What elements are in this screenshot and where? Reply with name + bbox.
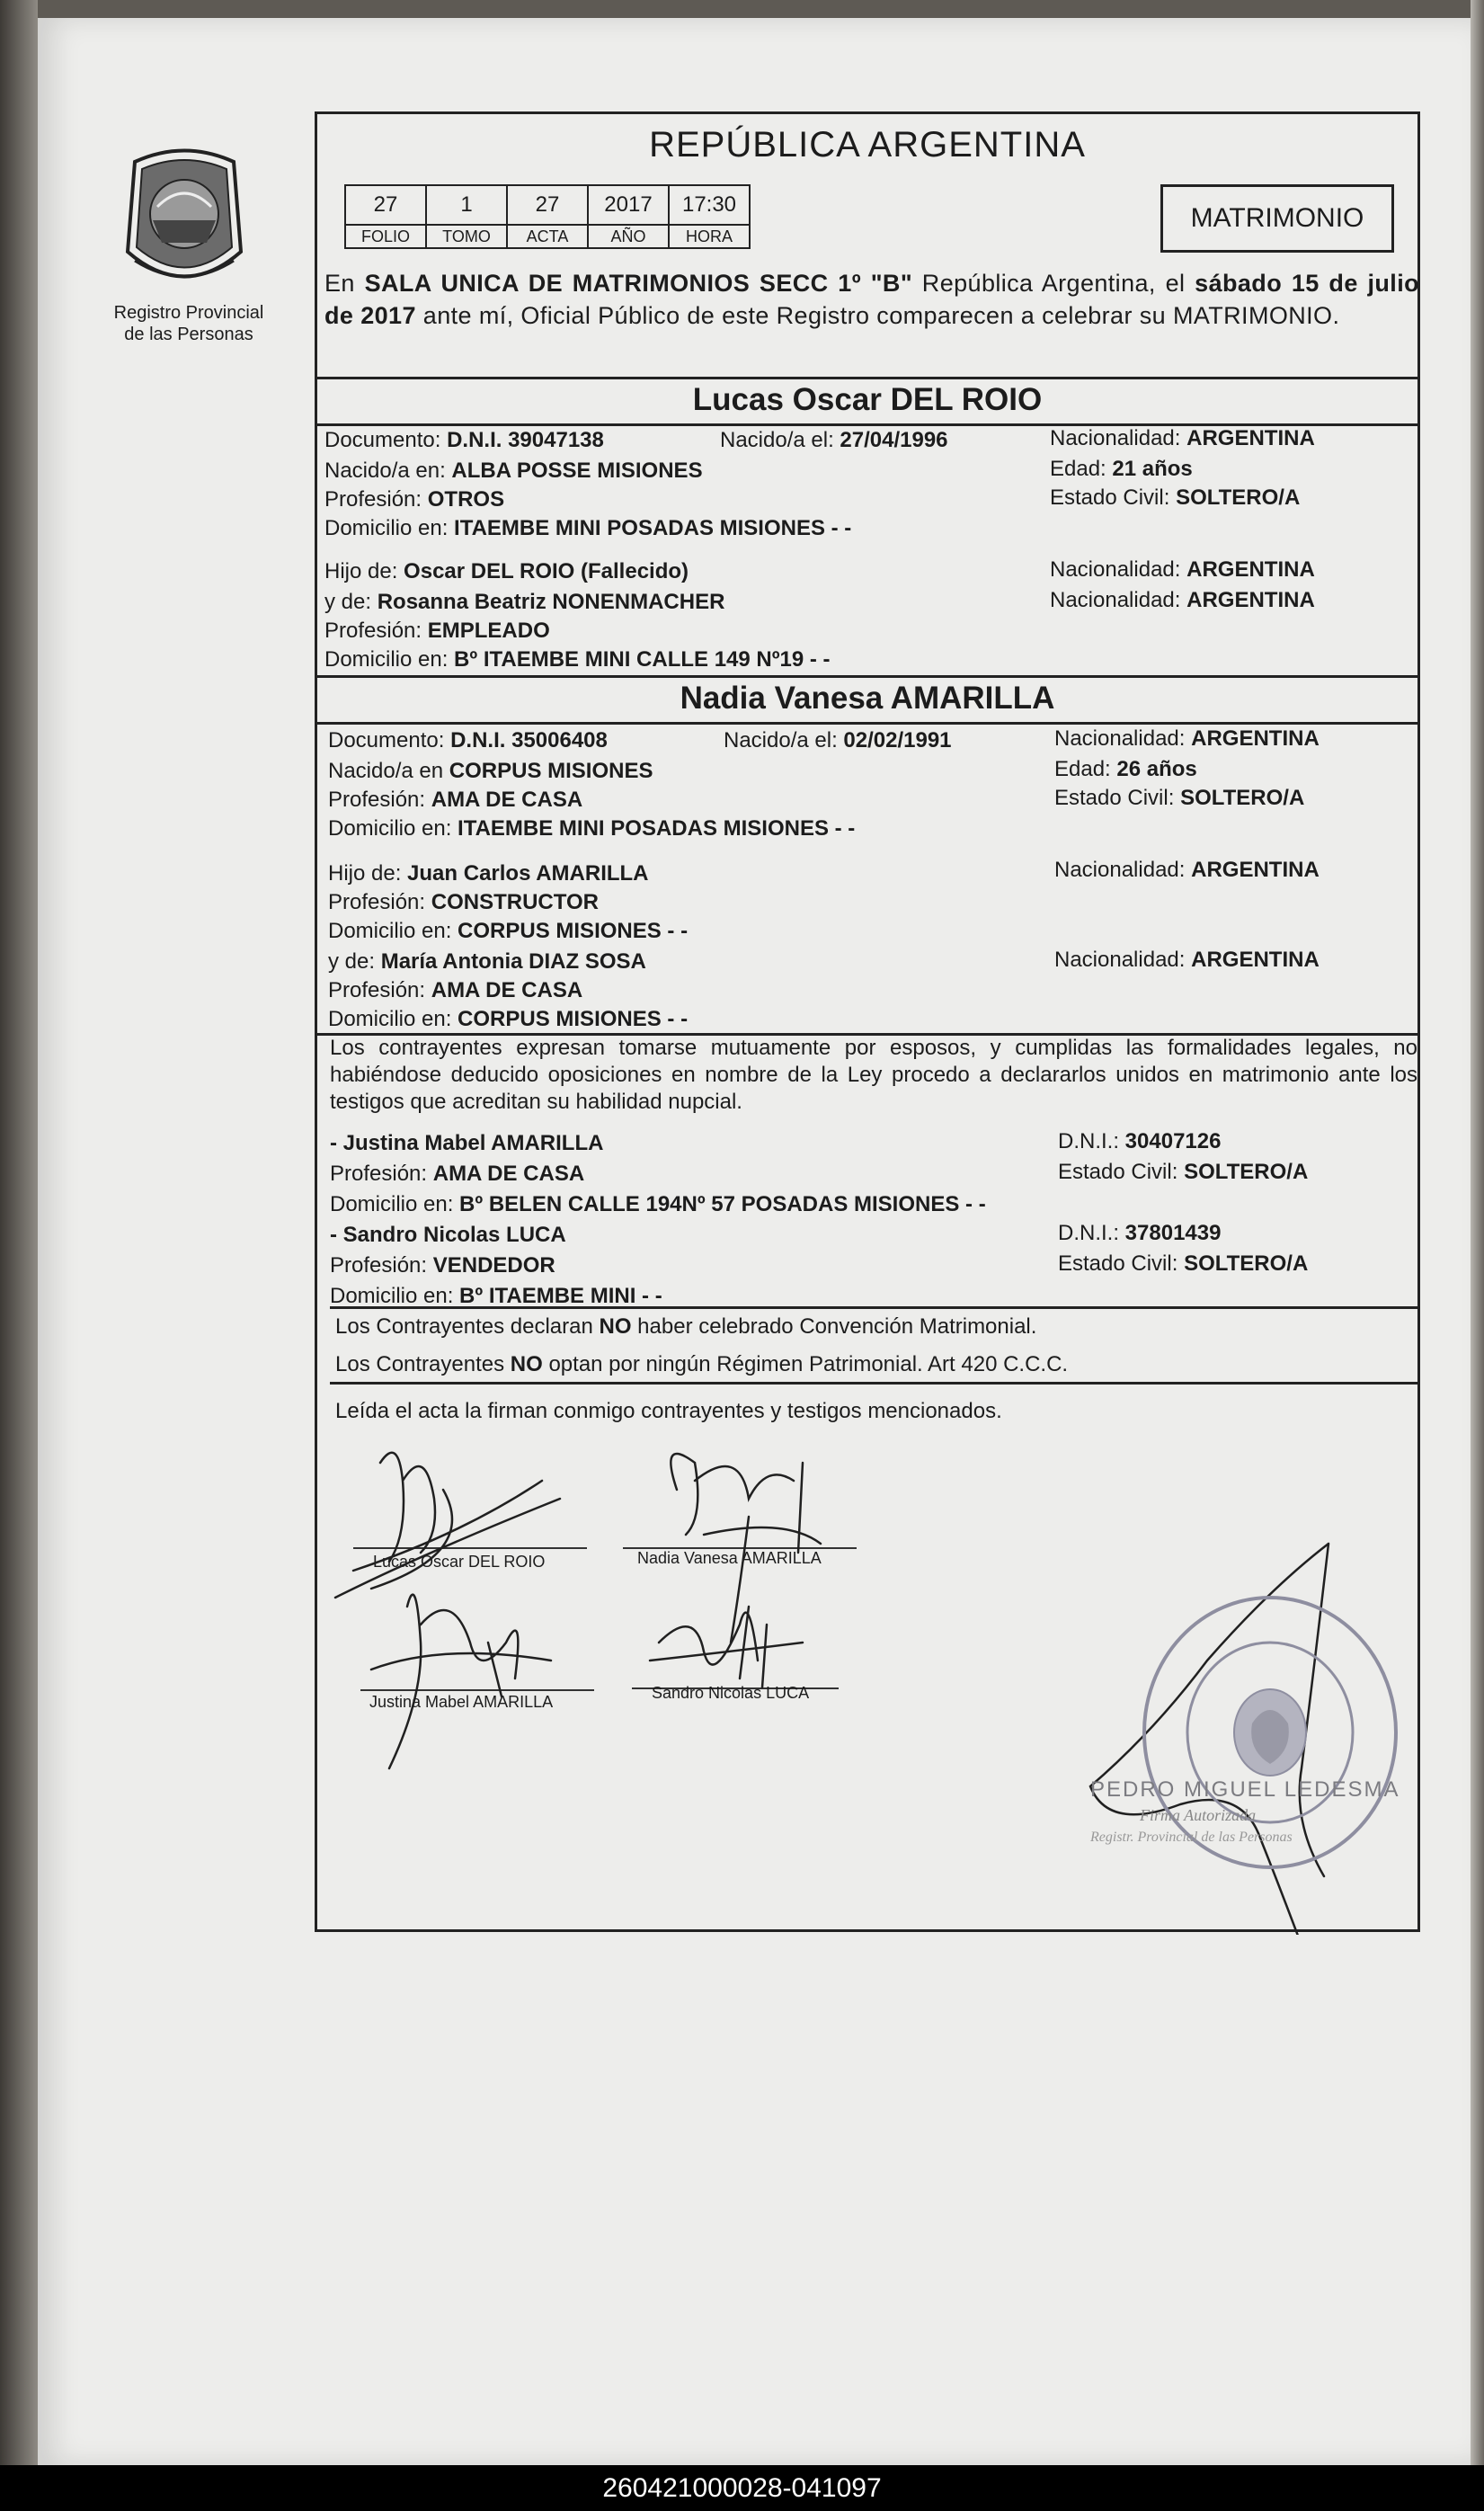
- value: ARGENTINA: [1191, 858, 1320, 882]
- spouse2-civil: [1054, 785, 1304, 812]
- value: D.N.I. 39047138: [447, 428, 604, 452]
- certificate-frame: [315, 111, 1420, 1932]
- value: Bº BELEN CALLE 194Nº 57 POSADAS MISIONES - -: [459, 1192, 986, 1216]
- intro-text: ante mí, Oficial Público de este Registro comparecen a celebrar su MATRIMONIO.: [415, 302, 1340, 329]
- spouse1-parents-dom: [324, 646, 831, 673]
- value: ALBA POSSE MISIONES: [451, 459, 703, 483]
- spouse1-mother-nat: [1050, 587, 1315, 614]
- label: Hijo de:: [324, 559, 404, 583]
- witness1-name: [330, 1130, 603, 1157]
- label: Profesión:: [330, 1253, 433, 1278]
- witness2-prof: [330, 1252, 555, 1279]
- divider: [317, 675, 1417, 678]
- value: CORPUS MISIONES - -: [458, 1007, 689, 1031]
- footer-code: 260421000028-041097: [0, 2465, 1484, 2511]
- signature-witness1: [369, 1595, 554, 1768]
- signature-label-witness2: Sandro Nicolas LUCA: [652, 1684, 810, 1702]
- year-value: 2017: [588, 185, 669, 225]
- value: AMA DE CASA: [431, 788, 583, 812]
- value: Bº ITAEMBE MINI - -: [459, 1284, 662, 1308]
- text: haber celebrado Convención Matrimonial.: [631, 1314, 1037, 1339]
- acta-value: 27: [507, 185, 588, 225]
- spouse1-father: [324, 558, 689, 585]
- label: Profesión:: [328, 978, 431, 1002]
- text: NO: [510, 1352, 543, 1376]
- label: Profesión:: [330, 1162, 433, 1186]
- value: 30407126: [1124, 1129, 1222, 1153]
- witness1-prof: [330, 1161, 584, 1188]
- label: Estado Civil:: [1050, 485, 1177, 510]
- label: Edad:: [1054, 757, 1117, 781]
- label: Nacionalidad:: [1050, 426, 1187, 450]
- value: ITAEMBE MINI POSADAS MISIONES - -: [454, 516, 852, 540]
- value: ARGENTINA: [1186, 588, 1315, 612]
- label: Nacido/a en:: [324, 459, 452, 483]
- spouse1-parents-prof: [324, 618, 550, 645]
- label: D.N.I.:: [1058, 1129, 1125, 1153]
- value: ITAEMBE MINI POSADAS MISIONES - -: [458, 816, 856, 841]
- office-name: SALA UNICA DE MATRIMONIOS SECC 1º "B": [364, 270, 913, 297]
- text: Los Contrayentes declaran: [335, 1314, 600, 1339]
- label: Nacionalidad:: [1050, 557, 1187, 582]
- spouse2-father-prof: [328, 889, 599, 916]
- label: Profesión:: [324, 487, 428, 512]
- spouse1-mother: [324, 589, 724, 616]
- folio-label: FOLIO: [345, 225, 426, 248]
- tomo-value: 1: [426, 185, 507, 225]
- value: Juan Carlos AMARILLA: [407, 861, 649, 886]
- spouse2-mother-prof: [328, 977, 582, 1004]
- spouse1-name: Lucas Oscar DEL ROIO: [692, 382, 1043, 417]
- label: y de:: [328, 949, 381, 974]
- witness1-dom: [330, 1191, 986, 1218]
- acta-label: ACTA: [507, 225, 588, 248]
- registry-table: [344, 184, 751, 249]
- label: Nacionalidad:: [1054, 948, 1192, 972]
- spouse2-father-nat: [1054, 857, 1320, 884]
- signature-label-spouse2: Nadia Vanesa AMARILLA: [637, 1549, 822, 1567]
- intro-text: En: [324, 270, 365, 297]
- value: 02/02/1991: [843, 728, 952, 752]
- closing-text: Leída el acta la firman conmigo contrayentes y testigos mencionados.: [335, 1399, 1002, 1423]
- spouse2-mother-nat: [1054, 947, 1320, 974]
- witness2-civil: [1058, 1251, 1308, 1278]
- witness1-dni: [1058, 1128, 1221, 1155]
- hour-label: HORA: [669, 225, 750, 248]
- value: CORPUS MISIONES: [449, 759, 653, 783]
- label: Domicilio en:: [328, 816, 458, 841]
- intro-paragraph: [324, 267, 1419, 332]
- spouse1-prof: [324, 486, 504, 513]
- label: Profesión:: [324, 619, 428, 643]
- convention-line1: [335, 1313, 1036, 1340]
- official-name: PEDRO MIGUEL LEDESMA: [1090, 1777, 1400, 1802]
- label: Nacionalidad:: [1054, 858, 1192, 882]
- value: - Justina Mabel AMARILLA: [330, 1131, 604, 1155]
- text: Los Contrayentes: [335, 1352, 511, 1376]
- year-label: AÑO: [588, 225, 669, 248]
- signature-line: [360, 1689, 594, 1691]
- spouse1-age: [1050, 456, 1193, 483]
- caption-line: Registro Provincial: [113, 303, 264, 323]
- label: Nacionalidad:: [1054, 726, 1192, 751]
- signature-witness2: [650, 1607, 803, 1687]
- value: ARGENTINA: [1191, 948, 1320, 972]
- value: 21 años: [1112, 457, 1193, 481]
- value: María Antonia DIAZ SOSA: [380, 949, 646, 974]
- value: Rosanna Beatriz NONENMACHER: [377, 590, 725, 614]
- label: Profesión:: [328, 788, 431, 812]
- label: D.N.I.:: [1058, 1221, 1125, 1245]
- value: CORPUS MISIONES - -: [458, 919, 689, 943]
- value: AMA DE CASA: [432, 1162, 585, 1186]
- province-seal-icon: [117, 144, 252, 297]
- label: Edad:: [1050, 457, 1113, 481]
- label: Estado Civil:: [1058, 1160, 1185, 1184]
- value: ARGENTINA: [1191, 726, 1320, 751]
- value: 27/04/1996: [840, 428, 948, 452]
- spouse2-birthplace: [328, 758, 653, 785]
- divider: [317, 722, 1417, 725]
- divider: [330, 1306, 1417, 1309]
- witness2-name: [330, 1222, 566, 1249]
- intro-text: República Argentina, el: [912, 270, 1195, 297]
- spouse1-father-nat: [1050, 557, 1315, 583]
- text: optan por ningún Régimen Patrimonial. Art 420 C.C.C.: [542, 1352, 1069, 1376]
- label: Nacionalidad:: [1050, 588, 1187, 612]
- convention-line2: [335, 1351, 1068, 1378]
- value: D.N.I. 35006408: [450, 728, 608, 752]
- spouse1-doc: [324, 427, 604, 454]
- spouse1-born: [720, 427, 948, 454]
- spouse1-birthplace: [324, 458, 703, 485]
- value: OTROS: [427, 487, 505, 512]
- spouse2-doc: [328, 727, 608, 754]
- spouse2-father: [328, 860, 649, 887]
- text: NO: [599, 1314, 632, 1339]
- value: CONSTRUCTOR: [431, 890, 599, 914]
- label: y de:: [324, 590, 378, 614]
- signature-label-witness1: Justina Mabel AMARILLA: [369, 1693, 554, 1711]
- label: Nacido/a en: [328, 759, 449, 783]
- registry-caption: [90, 302, 288, 345]
- marriage-date: sábado 15 de julio de 2017: [324, 270, 1419, 329]
- document-title: REPÚBLICA ARGENTINA: [649, 125, 1086, 165]
- witness1-civil: [1058, 1159, 1308, 1186]
- value: SOLTERO/A: [1176, 485, 1301, 510]
- spouse2-mother: [328, 948, 646, 975]
- label: Estado Civil:: [1058, 1251, 1185, 1276]
- value: - Sandro Nicolas LUCA: [330, 1223, 566, 1247]
- caption-line: de las Personas: [124, 325, 253, 344]
- declaration-text: Los contrayentes expresan tomarse mutuamente por esposos, y cumplidas las formalidades legales, no habiéndose deducido oposiciones en nombre de la Ley procedo a declararlos unidos en matrimonio ante los testigos que acreditan su habilidad nupcial.: [330, 1036, 1417, 1114]
- value: EMPLEADO: [427, 619, 550, 643]
- value: AMA DE CASA: [431, 978, 583, 1002]
- witness2-dni: [1058, 1220, 1221, 1247]
- spouse2-nat: [1054, 726, 1320, 752]
- value: SOLTERO/A: [1180, 786, 1305, 810]
- label: Documento:: [324, 428, 448, 452]
- label: Documento:: [328, 728, 451, 752]
- spouse2-dom: [328, 815, 855, 842]
- divider: [330, 1382, 1417, 1385]
- label: Domicilio en:: [328, 1007, 458, 1031]
- spouse2-father-dom: [328, 918, 688, 945]
- folio-value: 27: [345, 185, 426, 225]
- value: ARGENTINA: [1186, 426, 1315, 450]
- label: Nacido/a el:: [724, 728, 844, 752]
- label: Domicilio en:: [324, 516, 455, 540]
- page-edge: [1471, 0, 1484, 2511]
- value: 26 años: [1116, 757, 1197, 781]
- value: SOLTERO/A: [1184, 1160, 1309, 1184]
- official-office: Registr. Provincial de las Personas: [1090, 1830, 1293, 1845]
- signature-line: [353, 1547, 587, 1549]
- label: Domicilio en:: [324, 647, 455, 672]
- value: Bº ITAEMBE MINI CALLE 149 Nº19 - -: [454, 647, 831, 672]
- value: VENDEDOR: [432, 1253, 555, 1278]
- spouse1-civil: [1050, 485, 1300, 512]
- value: Oscar DEL ROIO (Fallecido): [404, 559, 689, 583]
- divider: [317, 377, 1417, 379]
- spouse2-mother-dom: [328, 1006, 688, 1033]
- spouse2-age: [1054, 756, 1197, 783]
- label: Estado Civil:: [1054, 786, 1181, 810]
- spouse2-name: Nadia Vanesa AMARILLA: [680, 681, 1055, 716]
- signature-spouse1: [335, 1453, 560, 1598]
- official-role: Firma Autorizada: [1140, 1806, 1257, 1824]
- document-type-box: MATRIMONIO: [1160, 184, 1394, 253]
- spouse1-nat: [1050, 425, 1315, 452]
- tomo-label: TOMO: [426, 225, 507, 248]
- spouse1-dom: [324, 515, 851, 542]
- value: ARGENTINA: [1186, 557, 1315, 582]
- spouse2-born: [724, 727, 952, 754]
- label: Profesión:: [328, 890, 431, 914]
- label: Nacido/a el:: [720, 428, 840, 452]
- label: Domicilio en:: [330, 1284, 460, 1308]
- hour-value: 17:30: [669, 185, 750, 225]
- label: Hijo de:: [328, 861, 408, 886]
- spouse2-prof: [328, 787, 582, 814]
- label: Domicilio en:: [330, 1192, 460, 1216]
- book-spine: [0, 0, 38, 2511]
- signature-label-spouse1: Lucas Oscar DEL ROIO: [373, 1553, 546, 1571]
- value: SOLTERO/A: [1184, 1251, 1309, 1276]
- value: 37801439: [1124, 1221, 1222, 1245]
- label: Domicilio en:: [328, 919, 458, 943]
